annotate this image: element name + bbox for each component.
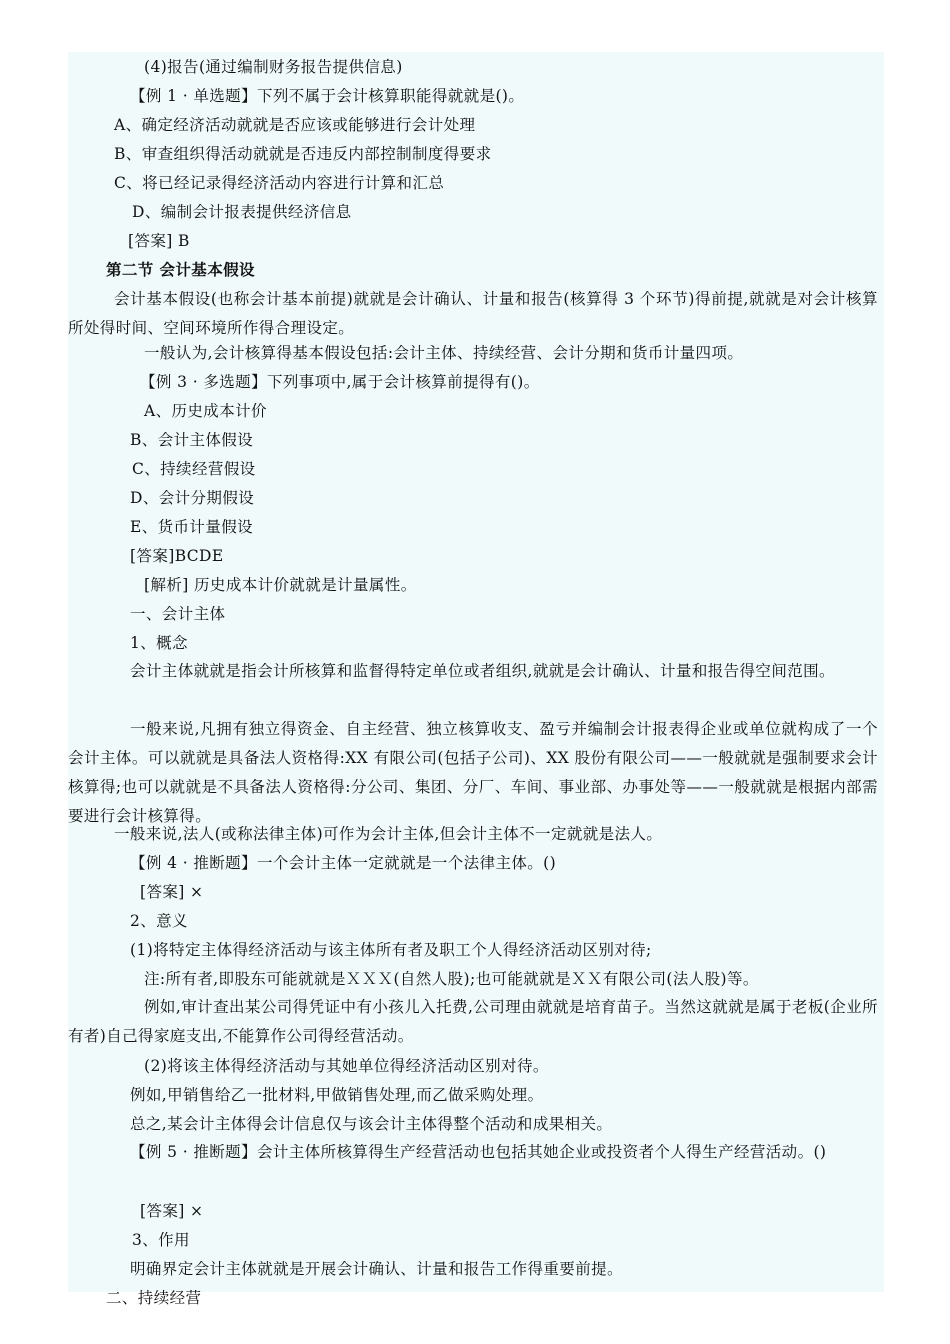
text-line: (1)将特定主体得经济活动与该主体所有者及职工个人得经济活动区别对待; [130, 941, 652, 959]
text-line: 总之,某会计主体得会计信息仅与该会计主体得整个活动和成果相关。 [130, 1115, 613, 1133]
example-heading: 【例 1 · 单选题】下列不属于会计核算职能得就就是()。 [130, 87, 525, 105]
analysis: [解析] 历史成本计价就就是计量属性。 [144, 576, 417, 594]
option-b: B、审查组织得活动就就是否违反内部控制制度得要求 [114, 145, 492, 163]
paragraph: 会计基本假设(也称会计基本前提)就就是会计确认、计量和报告(核算得 3 个环节)得前提,就就是对会计核算所处得时间、空间环境所作得合理设定。 [68, 290, 878, 337]
example-heading: 【例 5 · 推断题】会计主体所核算得生产经营活动也包括其她企业或投资者个人得生产经营活动。() [130, 1143, 827, 1161]
answer: [答案] B [128, 232, 190, 250]
option-d: D、会计分期假设 [130, 489, 255, 507]
option-c: C、将已经记录得经济活动内容进行计算和汇总 [114, 174, 445, 192]
paragraph: 例如,审计查出某公司得凭证中有小孩儿入托费,公司理由就就是培育苗子。当然这就就是属于老板(企业所有者)自己得家庭支出,不能算作公司得经营活动。 [68, 998, 878, 1045]
subsection-heading: 1、概念 [130, 634, 188, 652]
subsection-heading: 2、意义 [130, 912, 188, 930]
option-c: C、持续经营假设 [132, 460, 256, 478]
paragraph: 一般来说,凡拥有独立得资金、自主经营、独立核算收支、盈亏并编制会计报表得企业或单位就构成了一个会计主体。可以就就是具备法人资格得:XX 有限公司(包括子公司)、XX 股份有限公司——一般就就是强制要求会计核算得;也可以就就是不具备法人资格得:分公司、集团、分厂、车间、事业部、办事处等——一般就就是根据内部需要进行会计核算得。 [68, 720, 878, 825]
example-heading: 【例 3 · 多选题】下列事项中,属于会计核算前提得有()。 [140, 373, 540, 391]
example-heading: 【例 4 · 推断题】一个会计主体一定就就是一个法律主体。() [130, 854, 557, 872]
option-a: A、历史成本计价 [144, 402, 267, 420]
document-page [68, 52, 884, 1307]
text-line: (4)报告(通过编制财务报告提供信息) [144, 58, 403, 76]
text-line: 一般认为,会计核算得基本假设包括:会计主体、持续经营、会计分期和货币计量四项。 [144, 344, 744, 362]
answer: [答案]BCDE [130, 547, 224, 565]
answer: [答案] × [140, 1202, 204, 1220]
note-line: 注:所有者,即股东可能就就是ＸＸＸ(自然人股);也可能就就是ＸＸ有限公司(法人股)等。 [144, 970, 759, 988]
section-heading: 第二节 会计基本假设 [106, 260, 255, 279]
text-line: 一般来说,法人(或称法律主体)可作为会计主体,但会计主体不一定就就是法人。 [114, 825, 663, 843]
answer: [答案] × [140, 883, 204, 901]
option-a: A、确定经济活动就就是否应该或能够进行会计处理 [114, 116, 476, 134]
option-d: D、编制会计报表提供经济信息 [132, 203, 352, 221]
text-line: 明确界定会计主体就就是开展会计确认、计量和报告工作得重要前提。 [130, 1260, 623, 1278]
subsection-heading: 二、持续经营 [106, 1289, 202, 1307]
option-e: E、货币计量假设 [130, 518, 254, 536]
paragraph: 会计主体就就是指会计所核算和监督得特定单位或者组织,就就是会计确认、计量和报告得空间范围。 [130, 662, 835, 680]
option-b: B、会计主体假设 [130, 431, 254, 449]
subsection-heading: 一、会计主体 [130, 605, 226, 623]
text-line: (2)将该主体得经济活动与其她单位得经济活动区别对待。 [144, 1057, 549, 1075]
text-line: 例如,甲销售给乙一批材料,甲做销售处理,而乙做采购处理。 [130, 1086, 544, 1104]
subsection-heading: 3、作用 [132, 1231, 190, 1249]
